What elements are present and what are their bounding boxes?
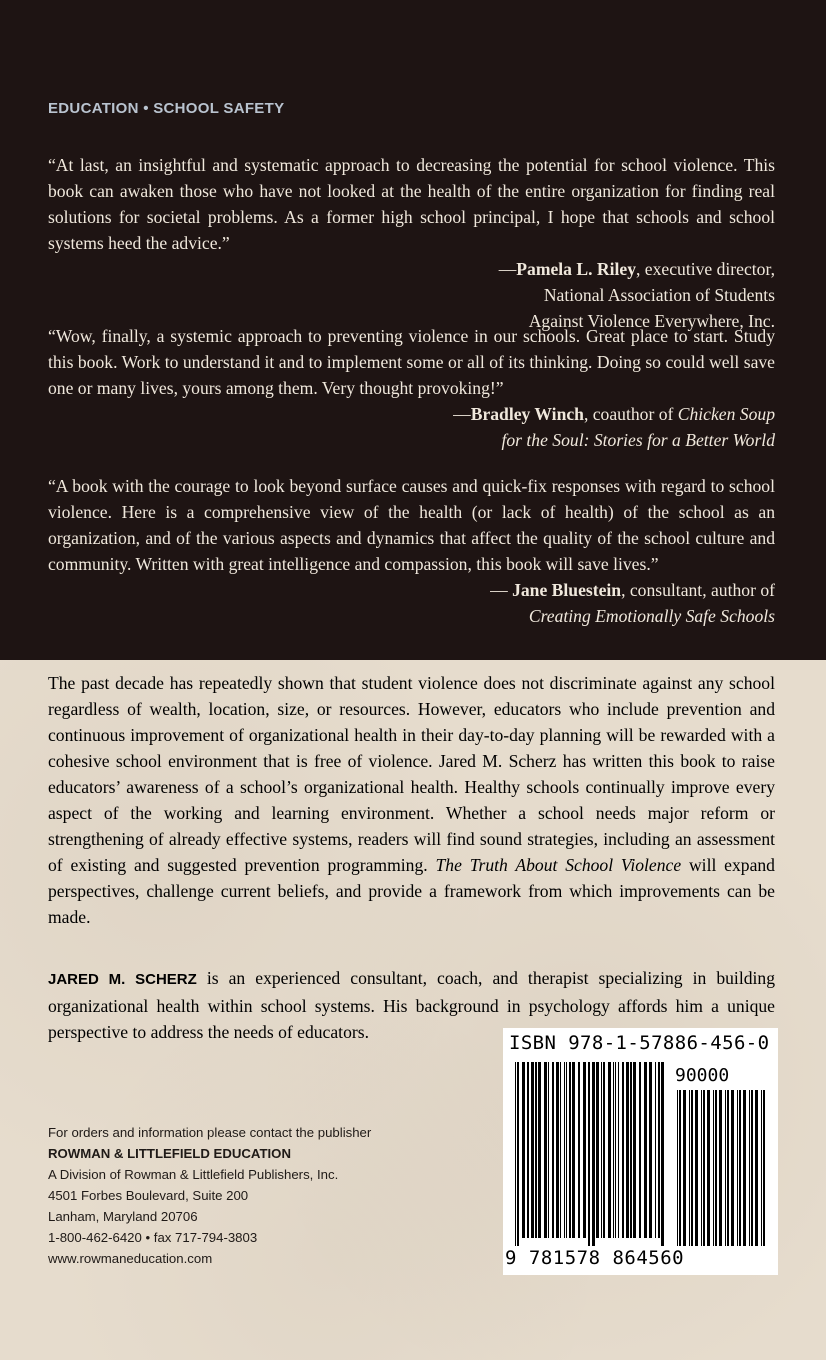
barcode-bar — [649, 1062, 652, 1238]
endorser-role: , coauthor of — [583, 404, 678, 424]
quote-text: “At last, an insightful and systematic approach to decreasing the potential for school violence. This book can awaken those who have not looked at the health of the entire organization for finding real solutions for societal problems. As a former high school principal, I hope that schools and school systems heed the advice.” — [48, 155, 775, 253]
barcode-bars — [515, 1062, 767, 1246]
barcode-bar — [763, 1090, 765, 1246]
barcode-bar — [538, 1062, 541, 1238]
ean-digits: 9 781578 864560 — [505, 1247, 685, 1269]
barcode-bar — [603, 1062, 605, 1238]
barcode-bar — [527, 1062, 529, 1238]
endorser-role: , consultant, author of — [621, 580, 775, 600]
author-name: JARED M. SCHERZ — [48, 971, 197, 988]
barcode-bar — [743, 1090, 746, 1246]
barcode-bar — [517, 1062, 519, 1246]
barcode-addon-number: 90000 — [675, 1065, 730, 1086]
barcode-bar — [751, 1090, 753, 1246]
barcode-bar — [569, 1062, 571, 1238]
barcode-bar — [661, 1062, 664, 1246]
publisher-intro: For orders and information please contact the publisher — [48, 1125, 372, 1140]
endorser-name: Jane Bluestein — [512, 580, 622, 600]
barcode-bar — [737, 1090, 738, 1246]
endorser-name: Pamela L. Riley — [516, 259, 636, 279]
endorsement-quote-2 — [48, 323, 775, 453]
barcode-bar — [572, 1062, 575, 1238]
barcode-bar — [755, 1090, 758, 1246]
barcode-bar — [613, 1062, 614, 1238]
barcode-bar — [630, 1062, 632, 1238]
isbn-label: ISBN 978-1-57886-456-0 — [509, 1032, 770, 1054]
endorser-org-line2: Against Violence Everywhere, Inc. — [528, 311, 775, 331]
barcode-bar — [719, 1090, 722, 1246]
barcode-bar — [578, 1062, 580, 1238]
publisher-division: A Division of Rowman & Littlefield Publishers, Inc. — [48, 1167, 339, 1182]
barcode-bar — [592, 1062, 595, 1246]
barcode-bar — [749, 1090, 750, 1246]
isbn-barcode — [503, 1028, 778, 1275]
barcode-bar — [588, 1062, 590, 1246]
barcode-bar — [556, 1062, 559, 1238]
publisher-contact — [48, 1122, 371, 1269]
quote-attribution — [48, 577, 775, 629]
barcode-bar — [679, 1090, 681, 1246]
barcode-bar — [725, 1090, 726, 1246]
cover-top-panel — [0, 0, 826, 660]
barcode-bar — [566, 1062, 567, 1238]
barcode-bar — [531, 1062, 534, 1238]
endorser-org-line1: National Association of Students — [543, 285, 775, 305]
barcode-bar — [622, 1062, 624, 1238]
barcode-bar — [689, 1090, 690, 1246]
barcode-bar — [626, 1062, 629, 1238]
barcode-bar — [601, 1062, 602, 1238]
publisher-phone: 1-800-462-6420 • fax 717-794-3803 — [48, 1230, 258, 1245]
barcode-bar — [691, 1090, 693, 1246]
category-label: EDUCATION • SCHOOL SAFETY — [48, 100, 285, 117]
book-description — [48, 670, 775, 930]
barcode-bar — [703, 1090, 705, 1246]
barcode-bar — [615, 1062, 616, 1238]
endorser-book-line2: for the Soul: Stories for a Better World — [501, 430, 775, 450]
barcode-bar — [515, 1062, 516, 1246]
quote-text: “Wow, finally, a systemic approach to preventing violence in our schools. Great place to start. Study this book. Work to understand it and to implement some or all of its thinking. Doing so could well save one or many lives, yours among them. Very thought provoking!” — [48, 326, 775, 398]
barcode-bar — [639, 1062, 641, 1238]
barcode-bar — [535, 1062, 537, 1238]
book-title: The Truth About School Violence — [435, 855, 682, 875]
publisher-city: Lanham, Maryland 20706 — [48, 1209, 198, 1224]
quote-attribution — [48, 401, 775, 453]
endorsement-quote-1 — [48, 152, 775, 334]
barcode-bar — [644, 1062, 647, 1238]
endorser-name: Bradley Winch — [470, 404, 584, 424]
barcode-bar — [695, 1090, 698, 1246]
barcode-bar — [564, 1062, 565, 1238]
endorser-book-line1: Creating Emotionally Safe Schools — [528, 606, 775, 626]
endorser-role: , executive director, — [636, 259, 775, 279]
barcode-bar — [739, 1090, 741, 1246]
barcode-bar — [658, 1062, 660, 1238]
barcode-bar — [552, 1062, 554, 1238]
barcode-bar — [608, 1062, 611, 1238]
barcode-bar — [583, 1062, 586, 1238]
publisher-name: ROWMAN & LITTLEFIELD EDUCATION — [48, 1146, 291, 1161]
barcode-bar — [633, 1062, 636, 1238]
barcode-bar — [560, 1062, 561, 1238]
endorsement-quote-3 — [48, 473, 775, 629]
description-text-before: The past decade has repeatedly shown that student violence does not discriminate against any school regardless of wealth, location, size, or resources. However, educators who include prevention and continuous improvement of organizational health in their day-to-day planning will be rewarded with a cohesive school environment that is free of violence. Jared M. Scherz has written this book to raise educators’ awareness of a school’s organizational health. Healthy schools continually improve every aspect of the working and learning environment. Whether a school needs major reform or strengthening of already effective systems, readers will find sound strategies, including an assessment of existing and suggested prevention programming. — [48, 673, 775, 875]
barcode-bar — [715, 1090, 717, 1246]
barcode-bar — [707, 1090, 710, 1246]
quote-text: “A book with the courage to look beyond surface causes and quick-fix responses with regard to school violence. Here is a comprehensive view of the health (or lack of health) of the school as an organization, and of the various aspects and dynamics that affect the quality of the school culture and community. Written with great intelligence and compassion, this book will save lives.” — [48, 476, 775, 574]
barcode-bar — [731, 1090, 734, 1246]
publisher-street: 4501 Forbes Boulevard, Suite 200 — [48, 1188, 249, 1203]
attribution-dash: — — [498, 259, 517, 279]
barcode-bar — [761, 1090, 762, 1246]
barcode-bar — [544, 1062, 547, 1238]
barcode-bar — [713, 1090, 714, 1246]
description-text-after: will expand perspectives, challenge current beliefs, and provide a framework from which improvements can be made. — [48, 855, 775, 927]
barcode-bar — [727, 1090, 729, 1246]
attribution-dash: — — [453, 404, 471, 424]
barcode-bar — [548, 1062, 549, 1238]
author-bio-text: is an experienced consultant, coach, and therapist specializing in building organizational health within school systems. His background in psychology affords him a unique perspective to address the needs of educators. — [48, 968, 775, 1042]
barcode-bar — [522, 1062, 525, 1238]
barcode-bar — [701, 1090, 702, 1246]
attribution-dash: — — [490, 580, 513, 600]
publisher-website: www.rowmaneducation.com — [48, 1251, 213, 1266]
barcode-bar — [618, 1062, 619, 1238]
barcode-bar — [655, 1062, 656, 1238]
barcode-bar — [677, 1090, 678, 1246]
barcode-bar — [683, 1090, 686, 1246]
endorser-book-line1: Chicken Soup — [677, 404, 775, 424]
barcode-bar — [596, 1062, 599, 1238]
